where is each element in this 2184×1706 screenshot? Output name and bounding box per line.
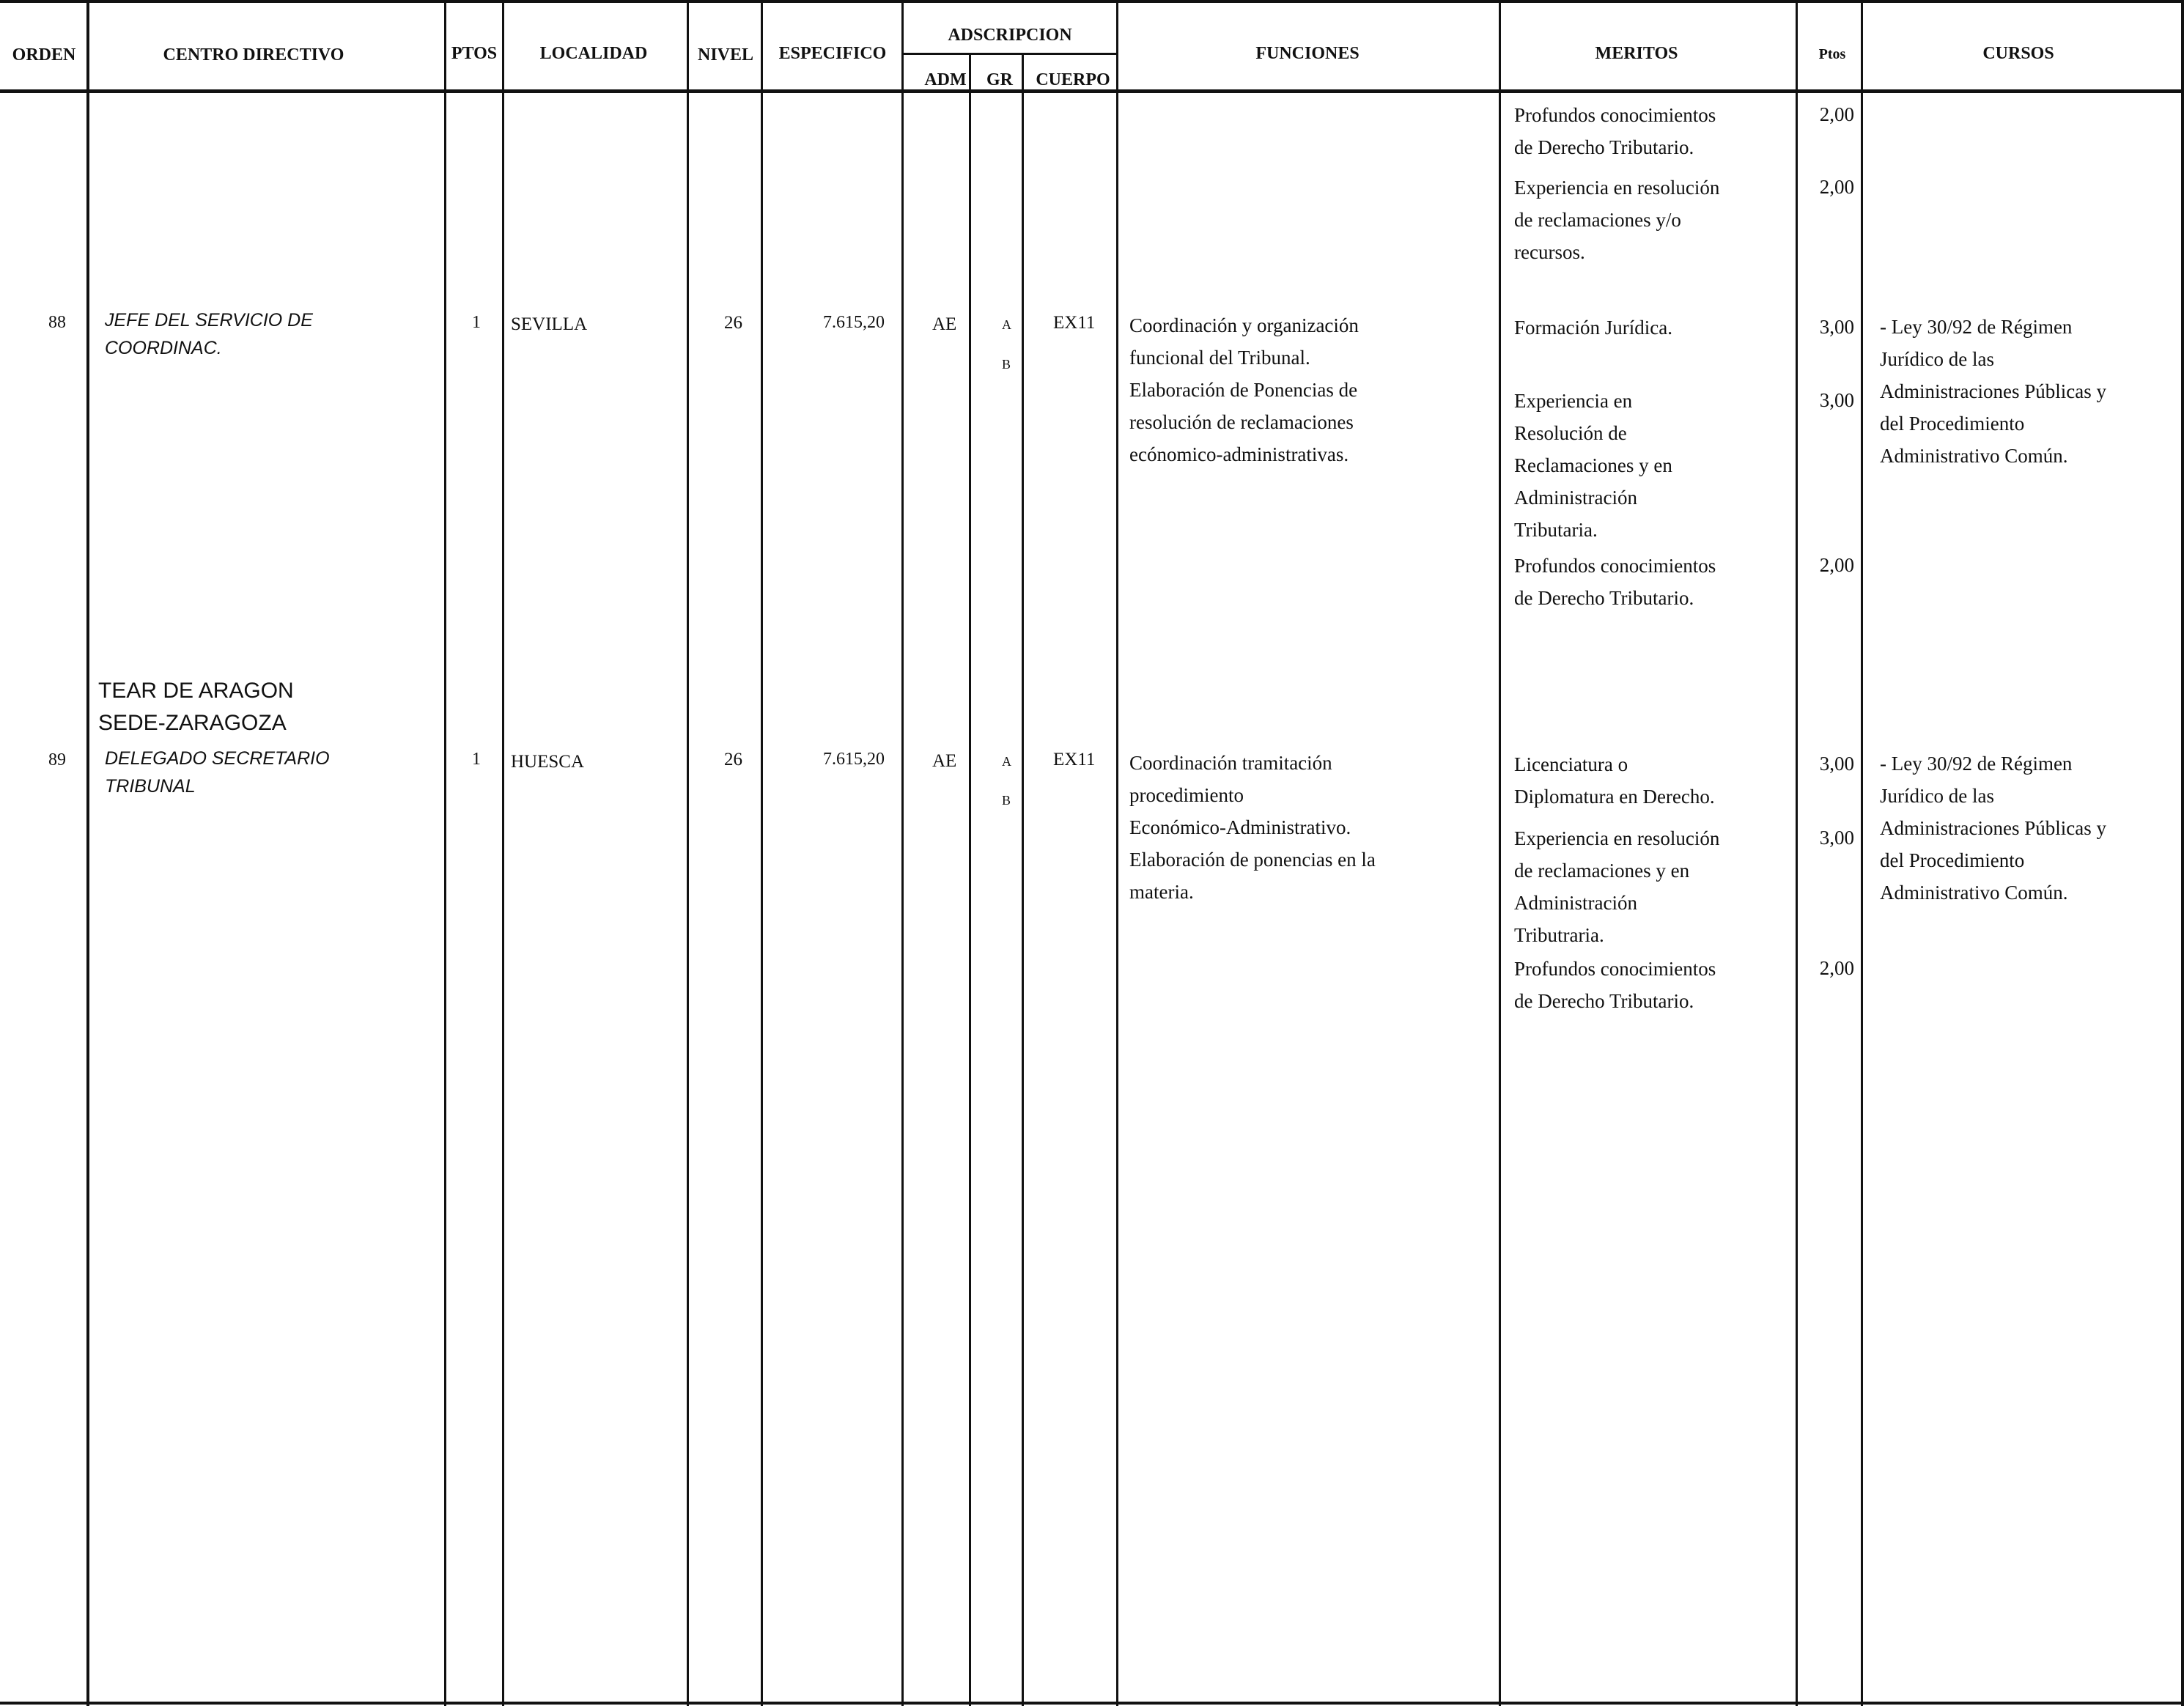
row-89-merit-3: Profundos conocimientos de Derecho Tributario.	[1514, 958, 1716, 1012]
row-88-cuerpo: EX11	[1053, 313, 1096, 333]
row-88-merit-2-pts: 3,00	[1819, 389, 1854, 411]
header-nivel: NIVEL	[697, 45, 754, 64]
header-orden: ORDEN	[12, 45, 76, 64]
row-89-merit-1-pts: 3,00	[1819, 753, 1854, 775]
table-top-border	[0, 0, 2184, 3]
col-divider-gr	[1022, 53, 1024, 1706]
col-divider-nivel	[761, 0, 763, 1706]
row-88-gr-a: A	[1002, 317, 1011, 332]
row-89-centro: DELEGADO SECRETARIO TRIBUNAL	[105, 748, 330, 797]
carryover-merit-1: Profundos conocimientos de Derecho Tributario.	[1514, 104, 1716, 158]
row-89-ptos: 1	[472, 750, 481, 769]
adscripcion-divider	[901, 53, 1117, 55]
col-divider-centro	[444, 0, 446, 1706]
col-divider-meritos	[1796, 0, 1798, 1706]
header-cuerpo: CUERPO	[1036, 70, 1110, 89]
row-88-merit-3-pts: 2,00	[1819, 554, 1854, 576]
header-adscripcion: ADSCRIPCION	[948, 26, 1072, 45]
row-88-merit-3: Profundos conocimientos de Derecho Tributario.	[1514, 555, 1716, 609]
header-cursos: CURSOS	[1982, 44, 2054, 63]
row-88-merit-1: Formación Jurídica.	[1514, 317, 1672, 339]
row-88-adm: AE	[932, 314, 957, 334]
header-gr: GR	[986, 70, 1013, 89]
header-funciones: FUNCIONES	[1255, 44, 1360, 63]
row-88-funciones: Coordinación y organización funcional del Tribunal. Elaboración de Ponencias de resolución de reclamaciones ecónomico-administrativas.	[1129, 314, 1359, 465]
row-89-cursos: - Ley 30/92 de Régimen Jurídico de las Administraciones Públicas y del Procedimiento Administrativo Común.	[1880, 753, 2106, 904]
row-88-cursos: - Ley 30/92 de Régimen Jurídico de las Administraciones Públicas y del Procedimiento Administrativo Común.	[1880, 316, 2106, 467]
header-especifico: ESPECIFICO	[778, 44, 887, 63]
header-adm: ADM	[924, 70, 967, 89]
row-89-merit-3-pts: 2,00	[1819, 957, 1854, 979]
col-divider-funciones	[1499, 0, 1501, 1706]
row-88-orden: 88	[48, 313, 66, 332]
row-88-merit-1-pts: 3,00	[1819, 316, 1854, 338]
carryover-merit-2: Experiencia en resolución de reclamaciones y/o recursos.	[1514, 177, 1720, 263]
row-89-funciones: Coordinación tramitación procedimiento Económico-Administrativo. Elaboración de ponencias en la materia.	[1129, 752, 1376, 903]
section-heading-tear-aragon: TEAR DE ARAGON SEDE-ZARAGOZA	[98, 679, 294, 735]
header-localidad: LOCALIDAD	[539, 44, 648, 63]
col-divider-adm	[969, 53, 971, 1706]
col-divider-especifico	[901, 0, 904, 1706]
row-89-gr-a: A	[1002, 754, 1011, 769]
row-88-nivel: 26	[724, 313, 742, 333]
header-ptos: PTOS	[451, 44, 498, 63]
table-bottom-border	[0, 1702, 2184, 1705]
table-right-border	[2181, 0, 2184, 1706]
row-88-gr-b: B	[1002, 357, 1011, 372]
row-89-merit-2: Experiencia en resolución de reclamaciones y en Administración Tributraria.	[1514, 827, 1720, 946]
row-89-gr-b: B	[1002, 793, 1011, 808]
row-89-merit-2-pts: 3,00	[1819, 827, 1854, 849]
col-divider-cuerpo	[1116, 0, 1118, 1706]
row-89-especifico: 7.615,20	[823, 750, 885, 769]
row-89-nivel: 26	[724, 750, 742, 769]
header-bottom-border	[0, 89, 2184, 93]
col-divider-ptos-meritos	[1861, 0, 1863, 1706]
carryover-merit-1-pts: 2,00	[1819, 103, 1854, 125]
row-88-centro: JEFE DEL SERVICIO DE COORDINAC.	[105, 310, 313, 358]
row-88-merit-2: Experiencia en Resolución de Reclamaciones y en Administración Tributaria.	[1514, 390, 1672, 541]
header-ptos-meritos: Ptos	[1818, 46, 1846, 62]
row-88-especifico: 7.615,20	[823, 313, 885, 332]
row-88-ptos: 1	[472, 313, 481, 332]
carryover-merit-2-pts: 2,00	[1819, 176, 1854, 198]
row-89-adm: AE	[932, 751, 957, 771]
col-divider-orden	[86, 0, 89, 1706]
col-divider-ptos	[502, 0, 504, 1706]
col-divider-localidad	[687, 0, 689, 1706]
row-88-localidad: SEVILLA	[511, 314, 588, 334]
header-meritos: MERITOS	[1595, 44, 1678, 63]
row-89-localidad: HUESCA	[511, 752, 585, 772]
row-89-cuerpo: EX11	[1053, 750, 1096, 769]
row-89-orden: 89	[48, 750, 66, 769]
row-89-merit-1: Licenciatura o Diplomatura en Derecho.	[1514, 753, 1715, 808]
header-centro-directivo: CENTRO DIRECTIVO	[163, 45, 344, 64]
